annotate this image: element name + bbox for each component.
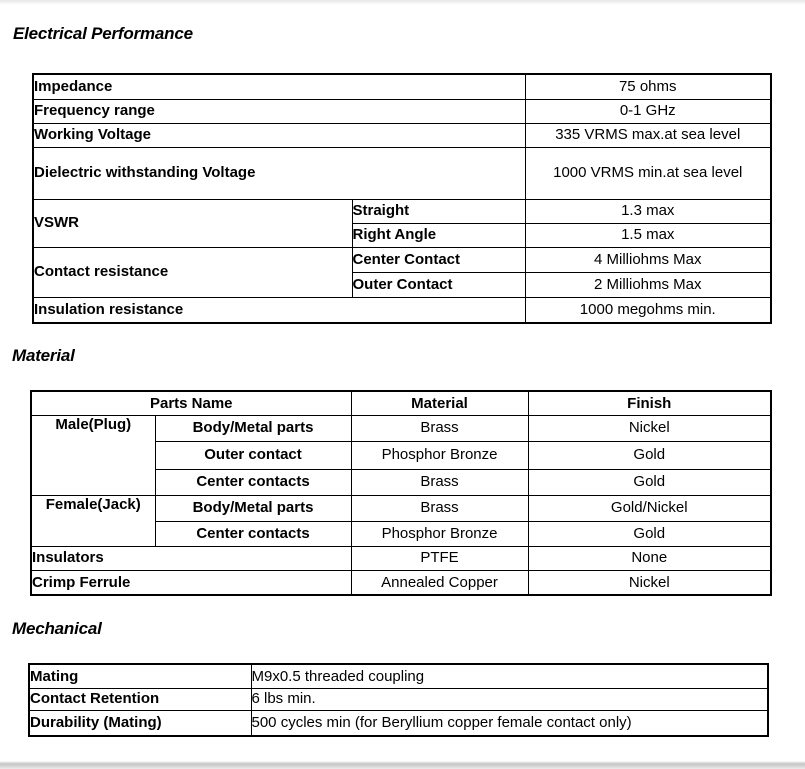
electrical-insulation-resistance-label: Insulation resistance (33, 297, 525, 323)
material-part-material: Phosphor Bronze (351, 521, 528, 546)
section-heading-mechanical: Mechanical (12, 619, 102, 638)
electrical-outer-contact-value: 2 Milliohms Max (525, 272, 771, 297)
mechanical-durability-label: Durability (Mating) (29, 710, 251, 736)
electrical-impedance-value: 75 ohms (525, 74, 771, 99)
table-row (29, 688, 768, 710)
material-header-parts-name: Parts Name (31, 391, 351, 415)
mechanical-mating-value: M9x0.5 threaded coupling (251, 664, 768, 688)
table-row (31, 546, 771, 570)
material-part-finish: Gold (528, 469, 771, 495)
material-header-finish: Finish (528, 391, 771, 415)
electrical-vswr-straight-value: 1.3 max (525, 199, 771, 223)
table-header-row (31, 391, 771, 415)
electrical-center-contact-label: Center Contact (352, 247, 525, 272)
electrical-performance-table (32, 73, 772, 324)
material-part-name: Body/Metal parts (155, 495, 351, 521)
material-part-finish: Gold (528, 441, 771, 469)
electrical-frequency-range-label: Frequency range (33, 99, 525, 123)
material-part-name: Body/Metal parts (155, 415, 351, 441)
material-part-material: Phosphor Bronze (351, 441, 528, 469)
table-row (31, 495, 771, 521)
mechanical-durability-value: 500 cycles min (for Beryllium copper female contact only) (251, 710, 768, 736)
mechanical-mating-label: Mating (29, 664, 251, 688)
electrical-working-voltage-label: Working Voltage (33, 123, 525, 147)
material-part-crimp-ferrule: Crimp Ferrule (31, 570, 351, 595)
electrical-vswr-straight-label: Straight (352, 199, 525, 223)
material-part-finish: Nickel (528, 415, 771, 441)
table-row (33, 297, 771, 323)
material-table (30, 390, 772, 596)
electrical-dielectric-voltage-label: Dielectric withstanding Voltage (33, 147, 525, 199)
material-header-material: Material (351, 391, 528, 415)
table-row (29, 664, 768, 688)
electrical-dielectric-voltage-value: 1000 VRMS min.at sea level (525, 147, 771, 199)
mechanical-table (28, 663, 769, 737)
mechanical-contact-retention-label: Contact Retention (29, 688, 251, 710)
material-part-material: Annealed Copper (351, 570, 528, 595)
table-row (33, 147, 771, 199)
electrical-frequency-range-value: 0-1 GHz (525, 99, 771, 123)
electrical-insulation-resistance-value: 1000 megohms min. (525, 297, 771, 323)
electrical-contact-resistance-label: Contact resistance (33, 247, 352, 297)
section-heading-material: Material (12, 346, 75, 365)
electrical-outer-contact-label: Outer Contact (352, 272, 525, 297)
material-part-finish: Gold/Nickel (528, 495, 771, 521)
mechanical-contact-retention-value: 6 lbs min. (251, 688, 768, 710)
material-group-female-jack: Female(Jack) (31, 495, 155, 546)
material-part-material: Brass (351, 469, 528, 495)
material-part-finish: Gold (528, 521, 771, 546)
table-row (33, 199, 771, 223)
page-top-shadow (0, 0, 805, 5)
table-row (31, 570, 771, 595)
material-part-name: Outer contact (155, 441, 351, 469)
table-row (31, 415, 771, 441)
electrical-vswr-right-angle-value: 1.5 max (525, 223, 771, 247)
table-row (29, 710, 768, 736)
section-heading-electrical-performance: Electrical Performance (13, 24, 193, 43)
table-row (33, 247, 771, 272)
electrical-vswr-right-angle-label: Right Angle (352, 223, 525, 247)
table-row (33, 123, 771, 147)
material-part-material: Brass (351, 415, 528, 441)
table-row (33, 74, 771, 99)
material-part-name: Center contacts (155, 521, 351, 546)
material-part-name: Center contacts (155, 469, 351, 495)
material-group-male-plug: Male(Plug) (31, 415, 155, 495)
material-part-finish: None (528, 546, 771, 570)
electrical-vswr-label: VSWR (33, 199, 352, 247)
page-bottom-edge (0, 761, 805, 769)
electrical-impedance-label: Impedance (33, 74, 525, 99)
material-part-finish: Nickel (528, 570, 771, 595)
electrical-working-voltage-value: 335 VRMS max.at sea level (525, 123, 771, 147)
material-part-insulators: Insulators (31, 546, 351, 570)
table-row (33, 99, 771, 123)
electrical-center-contact-value: 4 Milliohms Max (525, 247, 771, 272)
material-part-material: Brass (351, 495, 528, 521)
material-part-material: PTFE (351, 546, 528, 570)
